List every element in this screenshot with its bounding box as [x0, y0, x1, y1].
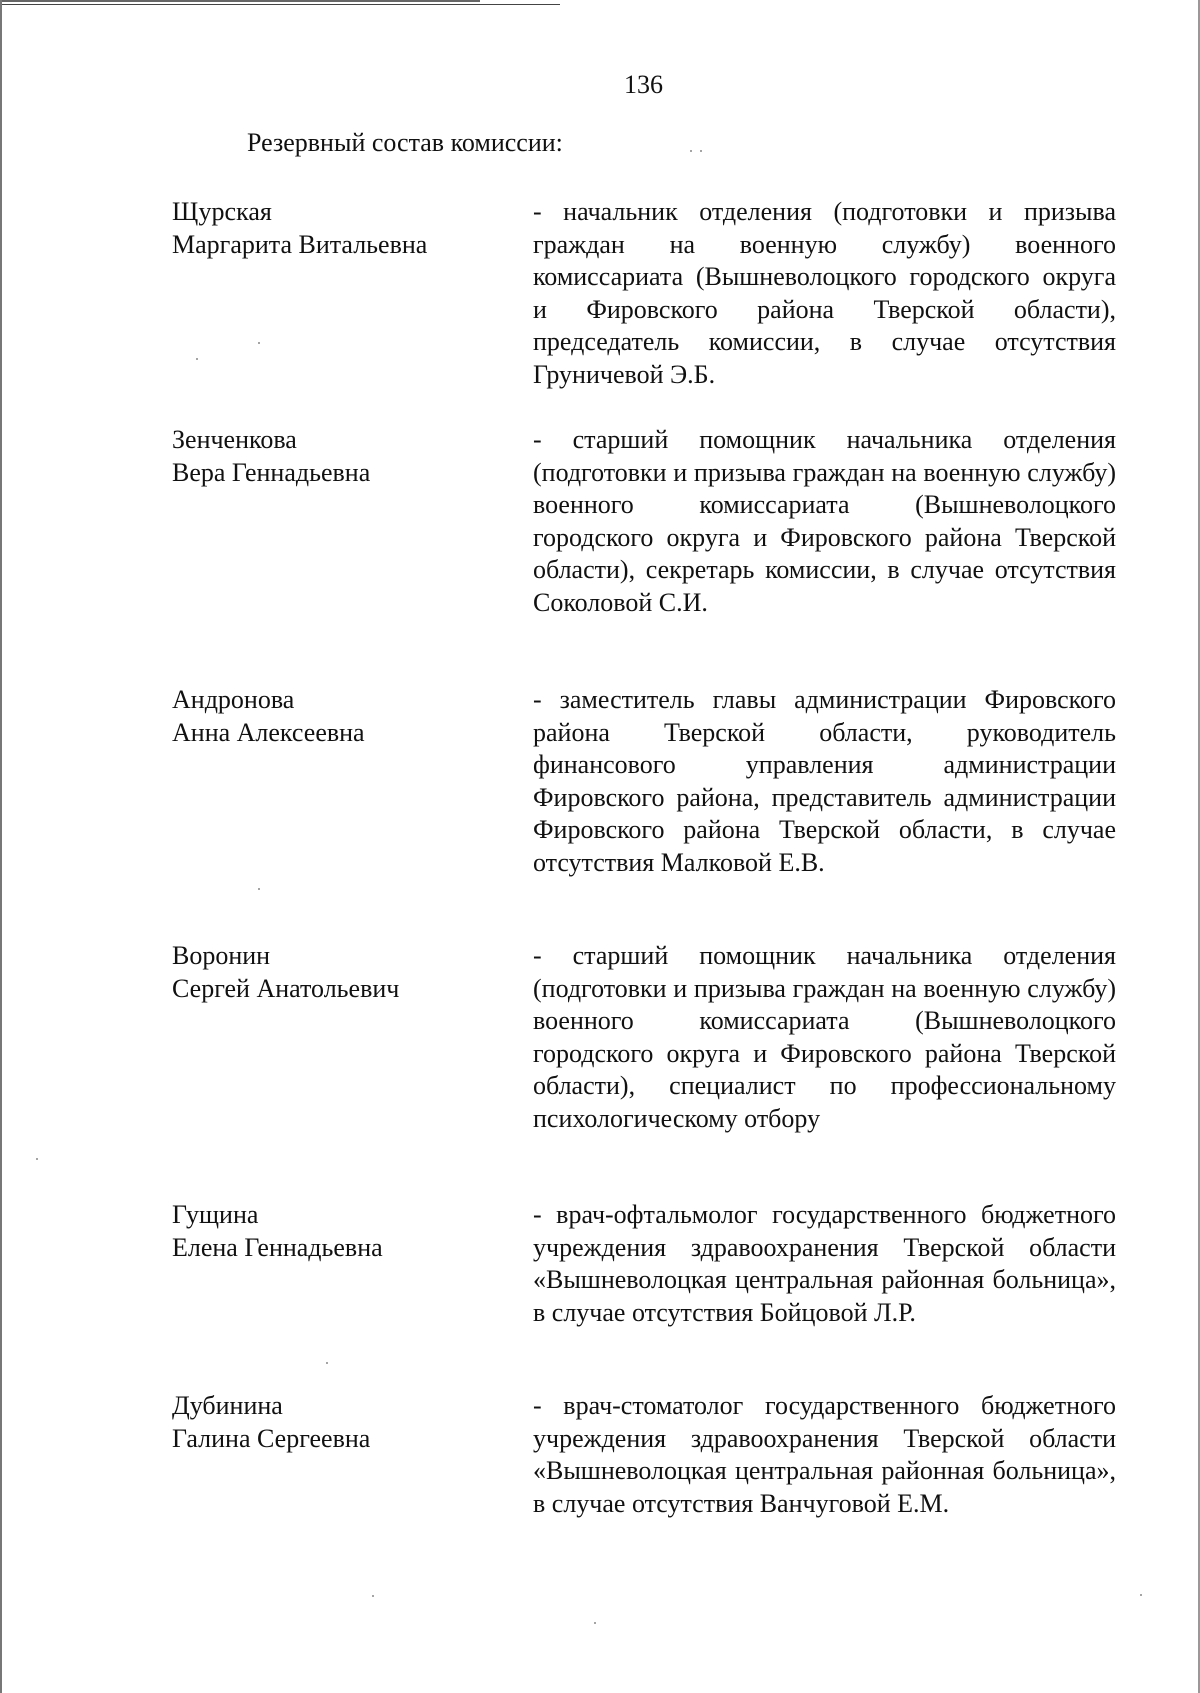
member-name [172, 684, 502, 749]
member-surname: Андронова [172, 685, 295, 714]
member-name [172, 424, 502, 489]
member-surname: Гущина [172, 1200, 259, 1229]
member-surname: Зенченкова [172, 425, 297, 454]
member-role: - начальник отделения (подготовки и призыва граждан на военную службу) военного комиссариата (Вышневолоцкого городского округа и Фировского района Тверской области), председатель комиссии, в случае отсутствия Груничевой Э.Б. [533, 197, 1116, 389]
scan-artifact-top-line [0, 0, 480, 2]
member-surname: Воронин [172, 941, 271, 970]
scan-speck [326, 1362, 328, 1364]
member-given-names: Елена Геннадьевна [172, 1232, 383, 1262]
page-number: 136 [624, 70, 663, 99]
scan-speck [594, 1622, 596, 1624]
scan-speck [258, 888, 260, 890]
scan-artifact-left-edge [0, 0, 2, 1693]
member-name [172, 1199, 502, 1264]
member-surname: Дубинина [172, 1391, 283, 1420]
member-given-names: Сергей Анатольевич [172, 973, 400, 1003]
member-role: - старший помощник начальника отделения (подготовки и призыва граждан на военную службу) военного комиссариата (Вышневолоцкого городского округа и Фировского района Тверской области), специалист по профессиональному психологическому отбору [533, 941, 1116, 1133]
member-role: - заместитель главы администрации Фировского района Тверской области, руководитель финансового управления администрации Фировского района, представитель администрации Фировского района Тверской области, в случае отсутствия Малковой Е.В. [533, 685, 1116, 877]
member-role: - врач-офтальмолог государственного бюджетного учреждения здравоохранения Тверской области «Вышневолоцкая центральная районная больница», в случае отсутствия Бойцовой Л.Р. [533, 1200, 1116, 1327]
scan-speck [700, 150, 702, 152]
member-given-names: Вера Геннадьевна [172, 457, 371, 487]
member-given-names: Анна Алексеевна [172, 717, 365, 747]
member-role: - врач-стоматолог государственного бюджетного учреждения здравоохранения Тверской области «Вышневолоцкая центральная районная больница», в случае отсутствия Ванчуговой Е.М. [533, 1391, 1116, 1518]
member-given-names: Маргарита Витальевна [172, 229, 428, 259]
scan-speck [1140, 1594, 1142, 1596]
member-name [172, 196, 502, 261]
scan-speck [36, 1158, 38, 1160]
section-heading: Резервный состав комиссии: [247, 128, 563, 157]
member-surname: Щурская [172, 197, 272, 226]
scan-speck [258, 342, 260, 344]
member-role: - старший помощник начальника отделения (подготовки и призыва граждан на военную службу) военного комиссариата (Вышневолоцкого городского округа и Фировского района Тверской области), секретарь комиссии, в случае отсутствия Соколовой С.И. [533, 425, 1116, 617]
member-name [172, 1390, 502, 1455]
scan-speck [690, 150, 692, 152]
scan-artifact-top-line-2 [0, 4, 560, 5]
member-given-names: Галина Сергеевна [172, 1423, 371, 1453]
scan-speck [372, 1595, 374, 1597]
member-name [172, 940, 502, 1005]
scan-speck [196, 358, 198, 360]
